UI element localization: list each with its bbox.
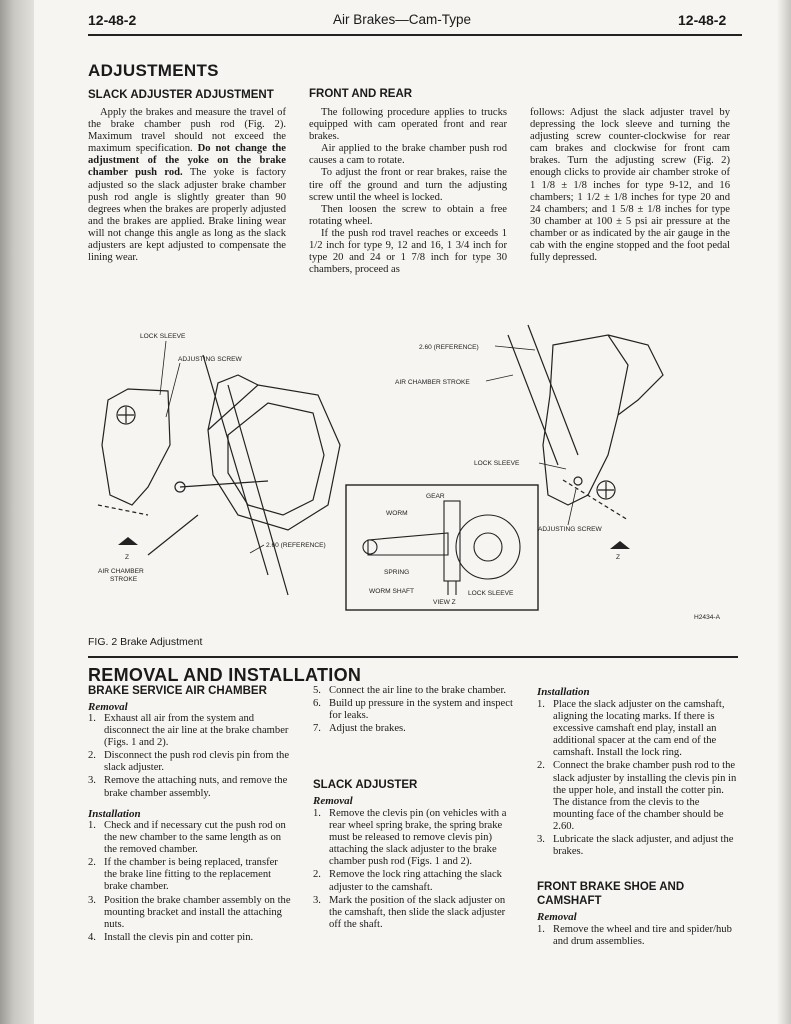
step-text: Remove the attaching nuts, and remove the brake chamber assembly.	[104, 775, 288, 799]
right-mount-line-1	[508, 335, 558, 465]
step-text: Remove the lock ring attaching the slack adjuster to the camshaft.	[329, 869, 502, 893]
chamber-install-step-6	[313, 698, 513, 722]
step-number: 1.	[313, 808, 321, 819]
chamber-install-step-5	[313, 685, 513, 697]
label-worm: WORM	[386, 510, 408, 517]
left-hub-cross	[118, 407, 134, 423]
chamber-removal-steps	[88, 713, 292, 801]
left-mount-line-2	[228, 385, 288, 595]
step-text: Lubricate the slack adjuster, and adjust the brakes.	[553, 834, 734, 858]
adjustments-heading: ADJUSTMENTS	[88, 61, 219, 80]
step-text: Disconnect the push rod clevis pin from the slack adjuster.	[104, 750, 290, 774]
slack-removal-steps	[313, 808, 513, 932]
front-rear-para-5: If the push rod travel reaches or exceeds 1 1/2 inch for type 9, 12 and 16, 1 3/4 inch for type 20 and 24 or 1 7/8 inch for type 30 chambers, proceed as	[309, 227, 507, 276]
slack-install-step-1	[537, 699, 737, 759]
chamber-install-step-4	[88, 932, 292, 944]
label-worm-shaft: WORM SHAFT	[369, 588, 415, 595]
view-z-arm	[368, 533, 448, 555]
step-number: 1.	[537, 924, 545, 935]
slack-removal-step-2	[313, 869, 513, 893]
front-rear-text	[309, 107, 507, 276]
label-z-right: Z	[616, 554, 621, 561]
step-number: 1.	[88, 820, 96, 831]
chamber-removal-step-3	[88, 775, 292, 799]
step-number: 2.	[313, 869, 321, 881]
left-mount-line-1	[203, 355, 268, 575]
section-rule	[88, 656, 738, 658]
front-rear-para-3: To adjust the front or rear brakes, raise the tire off the ground and turn the adjusting screw until the wheel is locked.	[309, 167, 507, 203]
slack-install-step-3	[537, 834, 737, 858]
left-chamber-inner	[228, 403, 324, 515]
slack-removal-step-3	[313, 895, 513, 931]
brake-adjustment-figure	[88, 305, 738, 632]
front-brake-shoe-camshaft-heading: FRONT BRAKE SHOE AND CAMSHAFT	[537, 881, 685, 907]
step-text: Build up pressure in the system and inspect for leaks.	[329, 698, 513, 722]
chamber-install-step-3	[88, 895, 292, 931]
slack-install-step-2	[537, 760, 737, 833]
shoe-removal-steps	[537, 924, 737, 949]
slack-removal-subheading: Removal	[313, 795, 353, 807]
step-number: 1.	[88, 713, 96, 724]
front-rear-para-4: Then loosen the screw to obtain a free rotating wheel.	[309, 203, 507, 227]
page-number-right: 12-48-2	[678, 12, 727, 28]
figure-code: H2434-A	[694, 614, 721, 621]
step-text: Mark the position of the slack adjuster on the camshaft, then slide the slack adjuster off the shaft.	[329, 894, 506, 930]
step-number: 2.	[88, 857, 96, 869]
label-gear: GEAR	[426, 493, 445, 500]
chamber-installation-steps	[88, 820, 292, 945]
shoe-removal-step-1	[537, 924, 737, 948]
chamber-removal-subheading: Removal	[88, 701, 128, 713]
step-text: Remove the clevis pin (on vehicles with a rear wheel spring brake, the spring brake must be released to remove clevis pin) attaching the slack adjuster to the brake chamber push rod (Figs. 1 and 2).	[329, 808, 507, 868]
leader-air-chamber-stroke	[486, 375, 513, 381]
label-ref-top: 2.60 (REFERENCE)	[419, 344, 479, 351]
chamber-removal-step-2	[88, 750, 292, 774]
leader-ref-left	[250, 545, 264, 553]
running-title: Air Brakes—Cam-Type	[333, 12, 472, 27]
step-text: If the chamber is being replaced, transfer the brake line fitting to the replacement brake chamber.	[104, 857, 278, 893]
step-text: Check and if necessary cut the push rod on the new chamber to the same length as on the removed chamber.	[104, 820, 286, 856]
left-assembly-drawing	[98, 355, 340, 595]
left-push-rod	[180, 481, 268, 487]
slack-text-part-1: Apply the brakes and measure the travel of the brake chamber push rod (Fig. 2). Maximum travel should not exceed the maximum specification.	[88, 107, 286, 155]
right-assembly-drawing	[508, 325, 663, 520]
label-air-chamber: AIR CHAMBER	[98, 568, 144, 575]
step-number: 4.	[88, 931, 96, 943]
step-text: Remove the wheel and tire and spider/hub and drum assemblies.	[553, 924, 732, 948]
slack-text-part-2: The yoke is factory adjusted so the slack adjuster brake chamber push rod angle is slightly greater than 90 degrees when the brakes are properly adjusted and the brakes are applied. Brake lining wear will not change this angle as long as the slack adjusters are kept adjusted to compensate the lining wear.	[88, 167, 287, 264]
view-z-gear-bore	[474, 533, 502, 561]
view-z-arm-hole	[363, 540, 377, 554]
z-arrow-left-icon	[118, 537, 138, 545]
shoe-removal-subheading: Removal	[537, 911, 577, 923]
step-text: Position the brake chamber assembly on the mounting bracket and install the attaching nuts.	[104, 894, 291, 930]
step-number: 6.	[313, 698, 321, 710]
page-edge-shadow	[777, 0, 791, 1024]
slack-adjuster-adjustment-heading: SLACK ADJUSTER ADJUSTMENT	[88, 89, 274, 101]
slack-adjustment-text	[88, 107, 286, 264]
front-and-rear-heading: FRONT AND REAR	[309, 88, 413, 100]
removal-installation-heading: REMOVAL AND INSTALLATION	[88, 665, 362, 685]
label-air-chamber-stroke: AIR CHAMBER STROKE	[395, 379, 470, 386]
front-rear-para-1: The following procedure applies to trucks equipped with cam operated front and rear brakes.	[309, 107, 507, 143]
figure-caption: FIG. 2 Brake Adjustment	[88, 636, 203, 648]
chamber-installation-steps-continued	[313, 685, 513, 736]
slack-adjuster-heading: SLACK ADJUSTER	[313, 779, 418, 791]
label-ref-left: 2.60 (REFERENCE)	[266, 542, 326, 549]
leader-lines	[160, 341, 576, 553]
label-spring: SPRING	[384, 569, 410, 576]
label-adjusting-screw-right: ADJUSTING SCREW	[538, 526, 602, 533]
leader-adjusting-screw-right	[568, 489, 576, 525]
label-lock-sleeve-view: LOCK SLEEVE	[468, 590, 514, 597]
chamber-install-step-7	[313, 723, 513, 735]
view-z-worm-shaft	[448, 581, 456, 595]
front-rear-para-2: Air applied to the brake chamber push rod causes a cam to rotate.	[309, 143, 507, 167]
step-number: 2.	[537, 760, 545, 772]
leader-lock-sleeve-right	[539, 463, 566, 469]
step-number: 3.	[88, 775, 96, 787]
view-z-worm	[444, 501, 460, 581]
label-z-left: Z	[125, 554, 130, 561]
left-dimension-line	[148, 515, 198, 555]
front-rear-para-6: follows: Adjust the slack adjuster travel by depressing the lock sleeve and turning the adjusting screw counter-clockwise for rear cam brakes and clockwise for front cam brakes. Turn the adjusting screw (Fig. 2) enough clicks to provide air chamber stroke of 1 1/8 ± 1/8 inches for type 9-12, and 16 chambers; 1 1/2 ± 1/8 inches for type 20 and 24 chambers; and 1 5/8 ± 1/8 inches for type 30 chamber at 100 ± 5 psi air pressure at the chamber or as indicated by the air gauge in the cab with the engine stopped and the foot pedal fully depressed.	[530, 107, 730, 264]
label-adjusting-screw: ADJUSTING SCREW	[178, 356, 242, 363]
slack-installation-steps	[537, 699, 737, 859]
label-stroke: STROKE	[110, 576, 138, 583]
page-number-left: 12-48-2	[88, 12, 137, 28]
front-rear-text-continued	[530, 107, 730, 264]
step-text: Place the slack adjuster on the camshaft, aligning the locating marks. If there is excessive camshaft end play, install an additional spacer at the cam end of the camshaft. Install the lock ring.	[553, 699, 725, 759]
label-lock-sleeve: LOCK SLEEVE	[140, 333, 186, 340]
left-centerline	[98, 505, 148, 515]
view-z-gear	[456, 515, 520, 579]
chamber-removal-step-1	[88, 713, 292, 749]
step-text: Connect the brake chamber push rod to the slack adjuster by installing the clevis pin in the upper hole, and install the cotter pin. The distance from the clevis to the mounting face of the chamber should be 2.60.	[553, 760, 737, 832]
chamber-installation-subheading: Installation	[88, 808, 141, 820]
slack-removal-step-1	[313, 808, 513, 868]
right-clevis-pin	[574, 477, 582, 485]
right-centerline	[563, 480, 628, 520]
chamber-install-step-2	[88, 857, 292, 893]
step-text: Exhaust all air from the system and disconnect the air line at the brake chamber (Figs. 1 and 2).	[104, 713, 289, 749]
brake-service-air-chamber-heading: BRAKE SERVICE AIR CHAMBER	[88, 685, 267, 697]
slack-installation-subheading: Installation	[537, 686, 590, 698]
step-number: 3.	[537, 834, 545, 846]
step-number: 5.	[313, 685, 321, 696]
label-view-z: VIEW Z	[433, 599, 456, 606]
step-number: 3.	[313, 894, 321, 906]
z-arrow-right-icon	[610, 541, 630, 549]
left-slack-adjuster-arm	[102, 389, 170, 505]
step-number: 1.	[537, 699, 545, 710]
step-text: Install the clevis pin and cotter pin.	[104, 931, 254, 943]
book-spine-shadow	[0, 0, 34, 1024]
step-text: Connect the air line to the brake chamber.	[329, 685, 507, 696]
step-number: 2.	[88, 750, 96, 762]
header-rule	[88, 34, 742, 36]
step-number: 7.	[313, 723, 321, 735]
chamber-install-step-1	[88, 820, 292, 856]
leader-adjusting-screw	[166, 363, 180, 417]
right-hub-cross	[598, 482, 614, 498]
slack-warning-bold: Do not change the adjustment of the yoke on the brake chamber push rod.	[88, 143, 286, 179]
leader-lock-sleeve	[160, 341, 166, 395]
step-number: 3.	[88, 894, 96, 906]
right-slack-adjuster-arm	[543, 335, 628, 505]
step-text: Adjust the brakes.	[329, 723, 406, 735]
leader-ref-top	[495, 346, 535, 350]
label-lock-sleeve-right: LOCK SLEEVE	[474, 460, 520, 467]
